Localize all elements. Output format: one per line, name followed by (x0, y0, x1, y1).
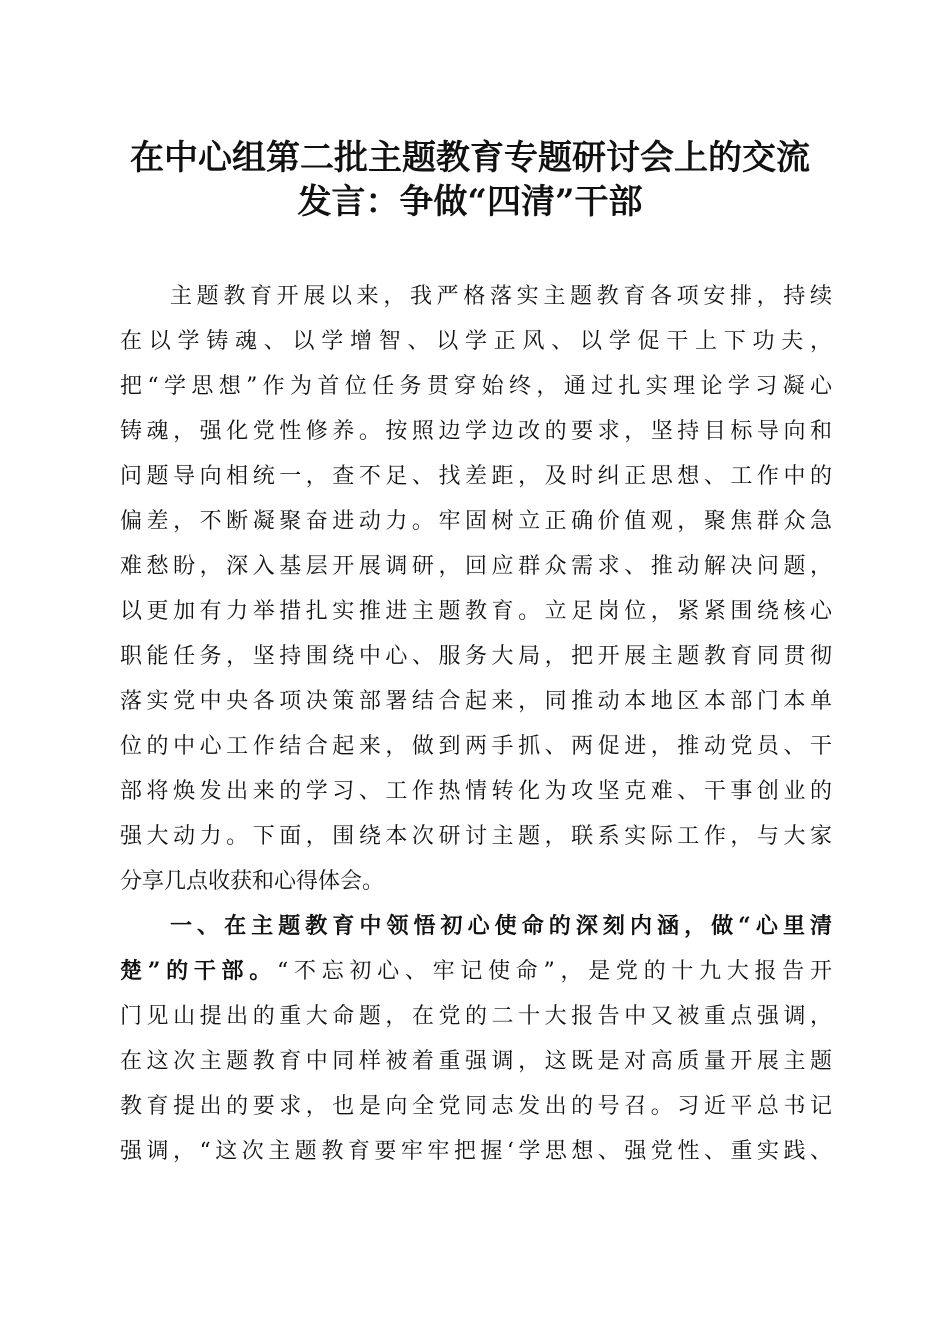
document-body (120, 274, 832, 1174)
paragraph-line: 问题导向相统一，查不足、找差距，及时纠正思想、工作中的 (120, 464, 832, 489)
paragraph-line: 位的中心工作结合起来，做到两手抓、两促进，推动党员、干 (120, 734, 832, 759)
paragraph-line: 把“学思想”作为首位任务贯穿始终，通过扎实理论学习凝心 (120, 374, 832, 399)
paragraph-line: 部将焕发出来的学习、工作热情转化为攻坚克难、干事创业的 (120, 779, 832, 804)
section-line: 强调，“这次主题教育要牢牢把握‘学思想、强党性、重实践、 (120, 1139, 832, 1164)
title-line-2: 发言：争做“四清”干部 (297, 182, 643, 222)
section-1 (120, 904, 832, 1174)
section-heading-end: 楚”的干部。 (120, 958, 278, 984)
section-line: 在这次主题教育中同样被着重强调，这既是对高质量开展主题 (120, 1049, 832, 1074)
paragraph-line: 偏差，不断凝聚奋进动力。牢固树立正确价值观，聚焦群众急 (120, 509, 832, 534)
paragraph-line: 分享几点收获和心得体会。 (120, 869, 385, 894)
paragraph-line: 以更加有力举措扎实推进主题教育。立足岗位，紧紧围绕核心 (120, 599, 832, 624)
title-line-1: 在中心组第二批主题教育专题研讨会上的交流 (130, 138, 810, 178)
paragraph-line: 职能任务，坚持围绕中心、服务大局，把开展主题教育同贯彻 (120, 644, 832, 669)
paragraph-line: 难愁盼，深入基层开展调研，回应群众需求、推动解决问题， (120, 554, 832, 579)
paragraph-line: 主题教育开展以来，我严格落实主题教育各项安排，持续 (170, 284, 832, 309)
section-line: 门见山提出的重大命题，在党的二十大报告中又被重点强调， (120, 1004, 832, 1029)
paragraph-line: 强大动力。下面，围绕本次研讨主题，联系实际工作，与大家 (120, 824, 832, 849)
paragraph-line: 落实党中央各项决策部署结合起来，同推动本地区本部门本单 (120, 689, 832, 714)
paragraph-1 (120, 274, 832, 904)
document-title (100, 136, 840, 224)
section-line (120, 949, 832, 994)
paragraph-line: 铸魂，强化党性修养。按照边学边改的要求，坚持目标导向和 (120, 419, 832, 444)
paragraph-line: 在以学铸魂、以学增智、以学正风、以学促干上下功夫， (120, 329, 832, 354)
section-line-text: “不忘初心、牢记使命”，是党的十九大报告开 (277, 959, 833, 984)
section-heading: 一、在主题教育中领悟初心使命的深刻内涵，做“心里清 (170, 913, 832, 939)
section-line: 教育提出的要求，也是向全党同志发出的号召。习近平总书记 (120, 1094, 832, 1119)
